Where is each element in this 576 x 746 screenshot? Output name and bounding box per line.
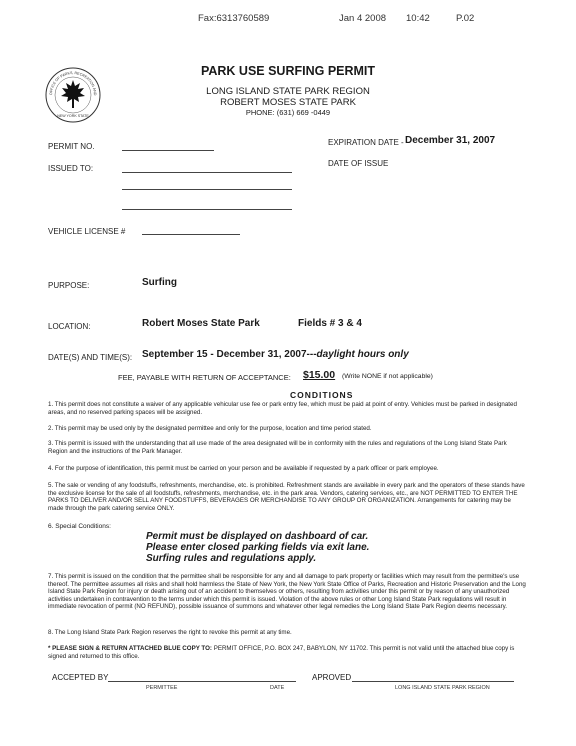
page-title: PARK USE SURFING PERMIT: [200, 64, 376, 78]
fee-note: (Write NONE if not applicable): [342, 373, 433, 380]
fax-date: Jan 4 2008: [339, 13, 387, 24]
phone-number: PHONE: (631) 669 -0449: [245, 108, 331, 117]
issued-to-line-3: [122, 209, 292, 210]
expiration-label: EXPIRATION DATE -: [328, 138, 404, 147]
fax-page: P.02: [456, 13, 475, 24]
location-label: LOCATION:: [48, 322, 91, 331]
permittee-label: PERMITTEE: [146, 685, 178, 691]
accepted-by-line: [108, 681, 296, 682]
accepted-by-label: ACCEPTED BY: [52, 673, 109, 682]
dates-value: September 15 - December 31, 2007---daylight hours only: [142, 349, 409, 360]
expiration-value: December 31, 2007: [405, 135, 496, 146]
date-label: DATE: [270, 685, 285, 691]
dates-note: daylight hours only: [316, 349, 409, 360]
condition-2: 2. This permit may be used only by the designated permittee and only for the purpose, location and time period stated.: [48, 425, 372, 432]
special-condition-2: Please enter closed parking fields via exit lane.: [146, 542, 370, 553]
issued-to-line-1: [122, 172, 292, 173]
condition-3: 3. This permit is issued with the understanding that all use made of the area designated will be in conformity with the rules and regulations of the Long Island State Park Region and the instructions of the Park Manager.: [48, 440, 507, 455]
seal-bottom-text: NEW YORK STATE: [57, 114, 89, 118]
vehicle-license-label: VEHICLE LICENSE #: [48, 227, 126, 236]
region-name: LONG ISLAND STATE PARK REGION: [206, 86, 370, 97]
park-name: ROBERT MOSES STATE PARK: [220, 97, 356, 108]
dates-label: DATE(S) AND TIME(S):: [48, 353, 133, 362]
region-signature-label: LONG ISLAND STATE PARK REGION: [395, 685, 490, 691]
condition-7: 7. This permit is issued on the condition that the permittee shall be responsible for any and all damage to park property or facilities which may result from the permittee's use thereof. The permittee assumes all risks and shall hold harmless the State of New York, the New York State Office of Parks, Recreation and Historic Preservation and the Long Island State Park Region for injury or death arising out of an accident to themselves or others, resulting from activities under this permit or by reason of any unauthorized activities undertaken in contravention to the terms under which this permit is issued. Violation of the above rules or other Long Island State Park regulations will result in immediate revocation of permit (NO REFUND), possible issuance of summons and whatever other legal remedies the Long Island State Park Region deems necessary.: [48, 573, 526, 611]
approved-label: APROVED: [312, 673, 352, 682]
fields-value: Fields # 3 & 4: [298, 318, 362, 329]
sign-return-instructions: * PLEASE SIGN & RETURN ATTACHED BLUE COPY TO: PERMIT OFFICE, P.O. BOX 247, BABYLON, NY 11702. This permit is not valid until the attached blue copy is signed and returned to this office.: [48, 645, 515, 660]
conditions-heading: CONDITIONS: [290, 390, 354, 400]
purpose-label: PURPOSE:: [48, 281, 90, 290]
fax-time: 10:42: [406, 13, 430, 24]
condition-1: 1. This permit does not constitute a waiver of any applicable vehicular use fee or park entry fee, which must be paid at point of entry. Vehicles must be parked in designated areas, and no reserved parking spaces will be assigned.: [48, 401, 517, 416]
vehicle-license-line: [142, 234, 240, 235]
seal-top-text: OFFICE OF PARKS, RECREATION AND: [48, 70, 98, 96]
fax-number: Fax:6313760589: [198, 13, 270, 24]
permit-no-line: [122, 150, 214, 151]
condition-8: 8. The Long Island State Park Region reserves the right to revoke this permit at any time.: [48, 629, 292, 636]
fee-value: $15.00: [303, 369, 336, 381]
purpose-value: Surfing: [142, 277, 177, 288]
special-condition-1: Permit must be displayed on dashboard of car.: [146, 531, 369, 542]
issued-to-line-2: [122, 189, 292, 190]
fee-label: FEE, PAYABLE WITH RETURN OF ACCEPTANCE:: [118, 373, 291, 382]
issued-to-label: ISSUED TO:: [48, 164, 94, 173]
location-value: Robert Moses State Park: [142, 318, 260, 329]
condition-4: 4. For the purpose of identification, this permit must be carried on your person and be available if requested by a park officer or park employee.: [48, 465, 439, 472]
special-condition-3: Surfing rules and regulations apply.: [146, 553, 317, 564]
date-of-issue-label: DATE OF ISSUE: [328, 159, 389, 168]
permit-no-label: PERMIT NO.: [48, 142, 95, 151]
condition-5: 5. The sale or vending of any foodstuffs, refreshments, merchandise, etc. is prohibited. Refreshment stands are available in every park and the operators of these stands have the exclusive license for the sale of all foodstuffs, refreshments, merchandise, etc. in the park area. Vendors, catering services, etc., are NOT PERMITTED TO ENTER THE PARKS TO DELIVER AND/OR SELL ANY FOODSTUFFS, BEVERAGES OR MERCHANDISE TO ANY GROUP OR ORGANIZATION. Arrangements for catering may be made through the park catering service ONLY.: [48, 482, 525, 512]
approved-line: [352, 681, 514, 682]
special-conditions-label: 6. Special Conditions:: [48, 523, 111, 530]
